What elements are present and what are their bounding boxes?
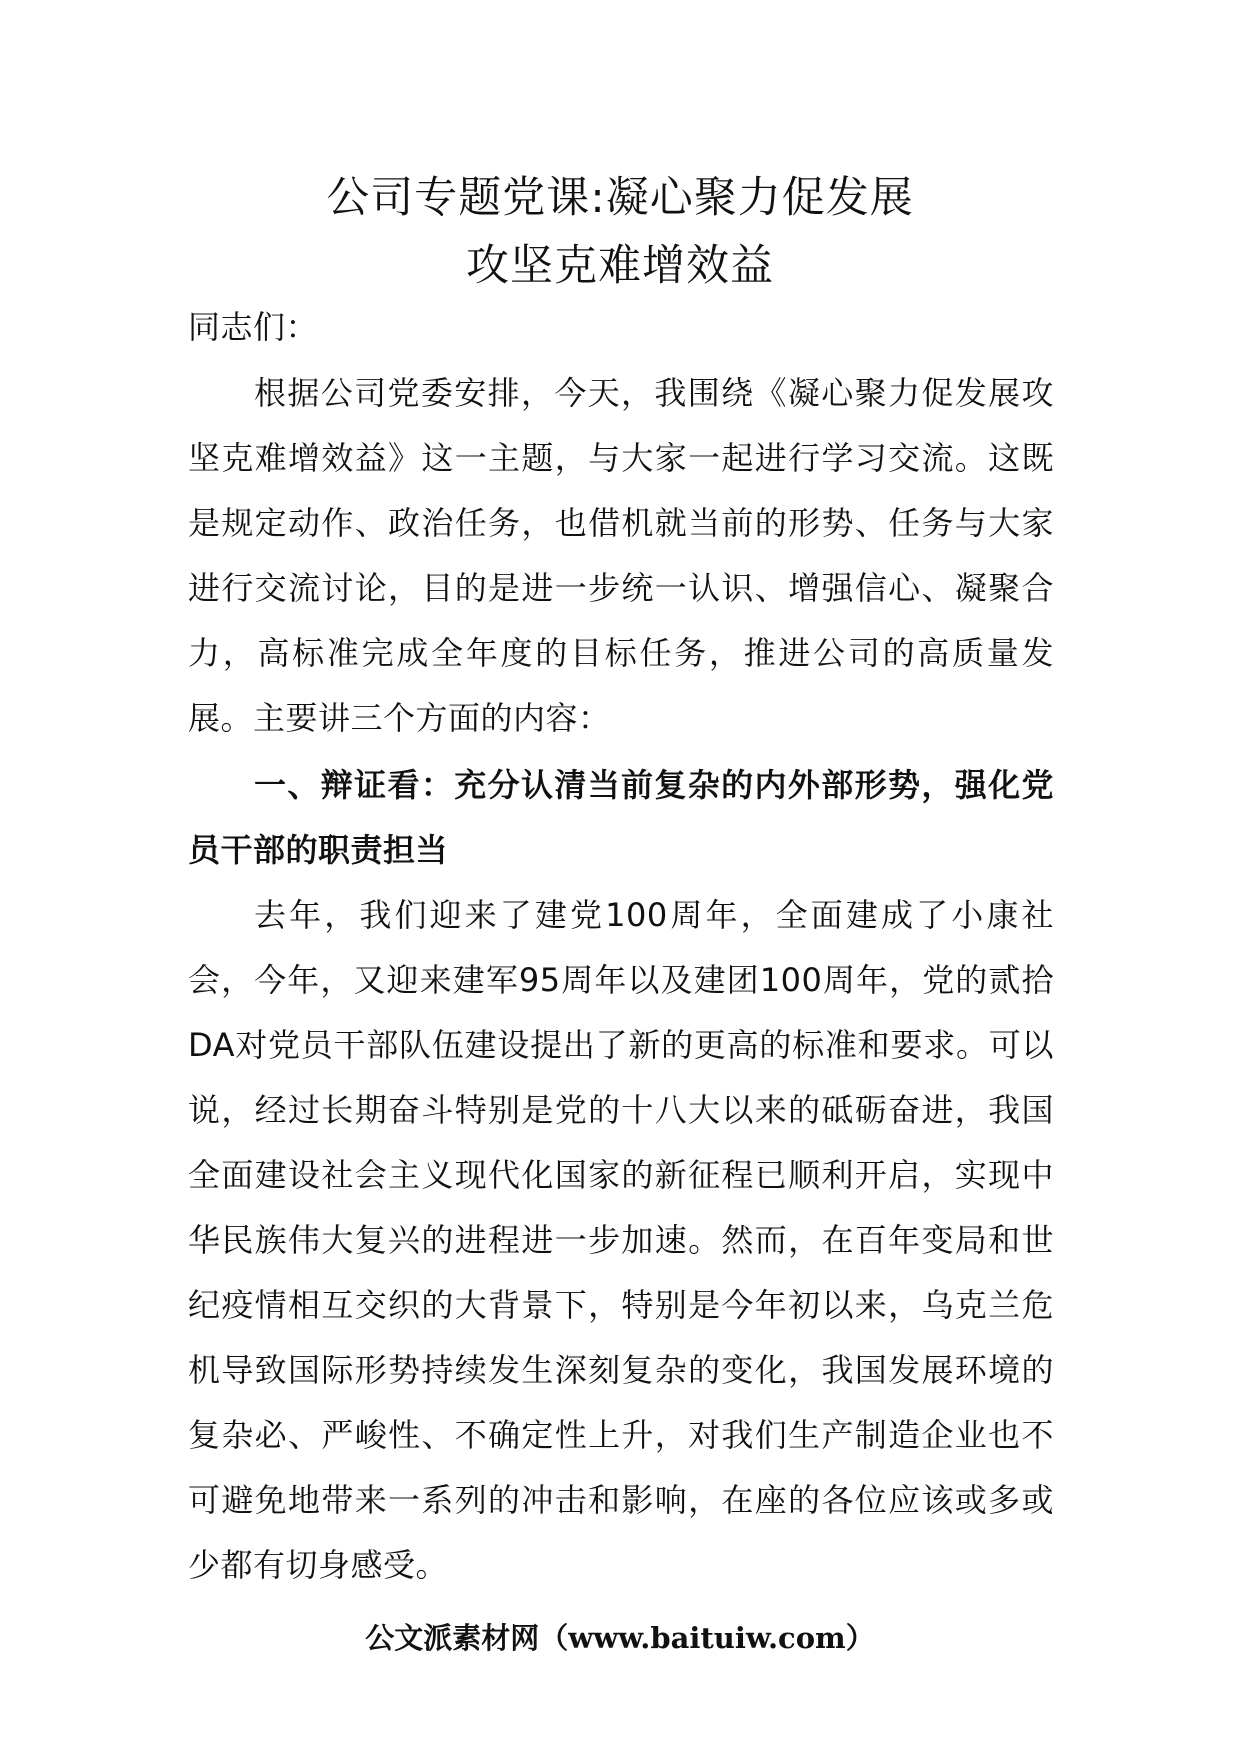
salutation: 同志们： <box>188 308 319 346</box>
document-title-line-2: 攻坚克难增效益 <box>466 241 774 291</box>
footer-watermark: 公文派素材网（www.baituiw.com） <box>365 1621 875 1655</box>
paragraph-section-1: 去年，我们迎来了建党100周年，全面建成了小康社会，今年，又迎来建军95周年以及建团100周年，党的贰拾DA对党员干部队伍建设提出了新的更高的标准和要求。可以说，经过长期奋斗特别是党的十八大以来的砥砺奋进，我国全面建设社会主义现代化国家的新征程已顺利开启，实现中华民族伟大复兴的进程进一步加速。然而，在百年变局和世纪疫情相互交织的大背景下，特别是今年初以来，乌克兰危机导致国际形势持续发生深刻复杂的变化，我国发展环境的复杂必、严峻性、不确定性上升，对我们生产制造企业也不可避免地带来一系列的冲击和影响，在座的各位应该或多或少都有切身感受。 <box>188 896 1054 1584</box>
section-heading-1: 一、辩证看：充分认清当前复杂的内外部形势，强化党员干部的职责担当 <box>188 766 1054 869</box>
document-title-line-1: 公司专题党课:凝心聚力促发展 <box>326 173 914 223</box>
paragraph-intro: 根据公司党委安排，今天，我围绕《凝心聚力促发展攻坚克难增效益》这一主题，与大家一起进行学习交流。这既是规定动作、政治任务，也借机就当前的形势、任务与大家进行交流讨论，目的是进一步统一认识、增强信心、凝聚合力，高标准完成全年度的目标任务，推进公司的高质量发展。主要讲三个方面的内容： <box>188 374 1054 737</box>
